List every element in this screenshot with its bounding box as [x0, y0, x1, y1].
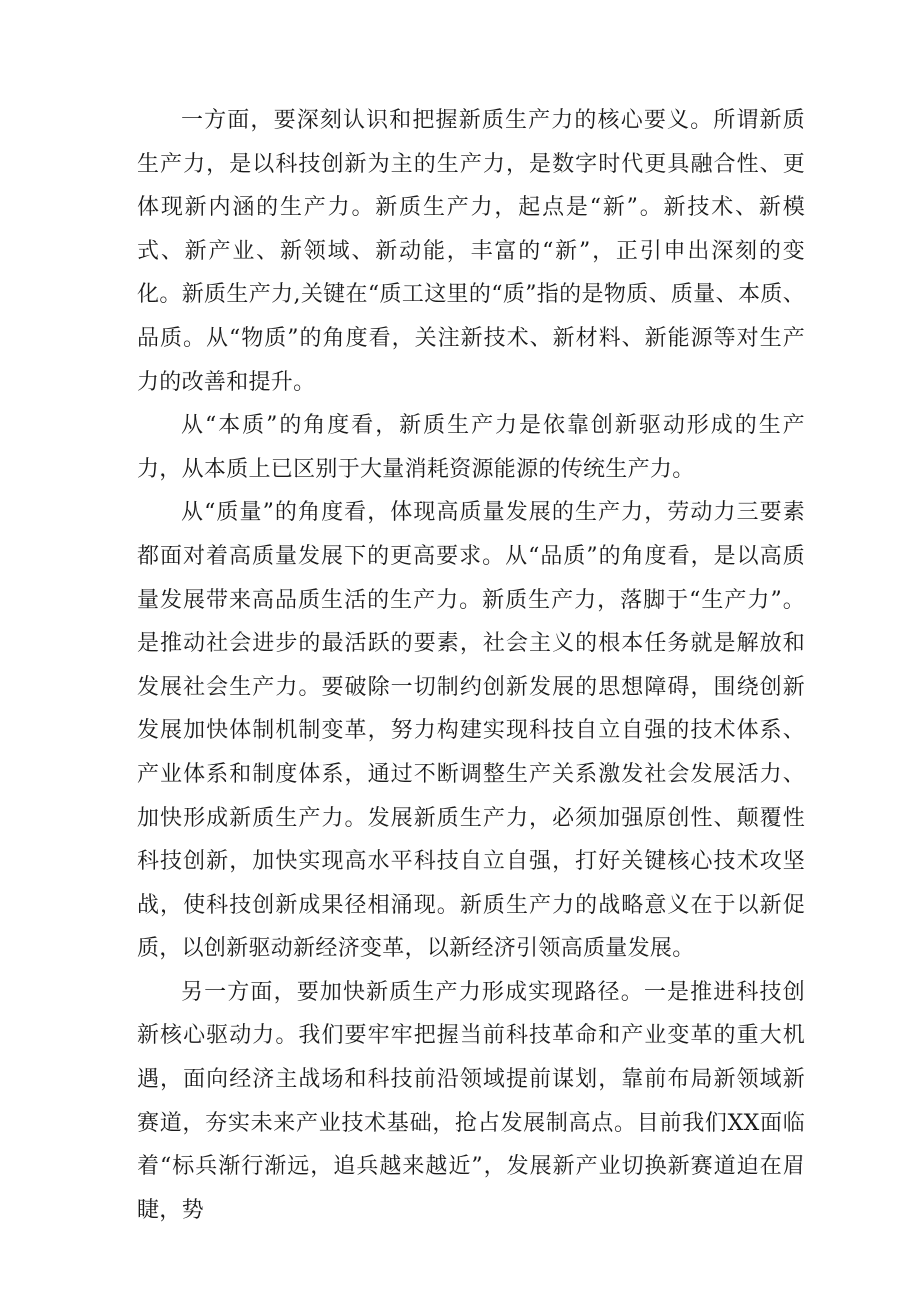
document-body	[137, 99, 805, 1232]
paragraph-2: 从“本质”的角度看，新质生产力是依靠创新驱动形成的生产力，从本质上已区别于大量消耗资源能源的传统生产力。	[137, 413, 805, 482]
paragraph-3: 从“质量”的角度看，体现高质量发展的生产力，劳动力三要素都面对着高质量发展下的更高要求。从“品质”的角度看，是以高质量发展带来高品质生活的生产力。新质生产力，落脚于“生产力”。是推动社会进步的最活跃的要素，社会主义的根本任务就是解放和发展社会生产力。要破除一切制约创新发展的思想障碍，围绕创新发展加快体制机制变革，努力构建实现科技自立自强的技术体系、产业体系和制度体系，通过不断调整生产关系激发社会发展活力、加快形成新质生产力。发展新质生产力，必须加强原创性、颠覆性科技创新，加快实现高水平科技自立自强，打好关键核心技术攻坚战，使科技创新成果径相涌现。新质生产力的战略意义在于以新促质，以创新驱动新经济变革，以新经济引领高质量发展。	[137, 500, 805, 962]
paragraph-1: 一方面，要深刻认识和把握新质生产力的核心要义。所谓新质生产力，是以科技创新为主的生产力，是数字时代更具融合性、更体现新内涵的生产力。新质生产力，起点是“新”。新技术、新模式、新产业、新领域、新动能，丰富的“新”，正引申出深刻的变化。新质生产力,关键在“质工这里的“质”指的是物质、质量、本质、品质。从“物质”的角度看，关注新技术、新材料、新能源等对生产力的改善和提升。	[137, 108, 805, 395]
paragraph-4: 另一方面，要加快新质生产力形成实现路径。一是推进科技创新核心驱动力。我们要牢牢把握当前科技革命和产业变革的重大机遇，面向经济主战场和科技前沿领域提前谋划，靠前布局新领域新赛道，夯实未来产业技术基础，抢占发展制高点。目前我们XX面临着“标兵渐行渐远，追兵越来越近”，发展新产业切换新赛道迫在眉睫，势	[137, 979, 805, 1223]
